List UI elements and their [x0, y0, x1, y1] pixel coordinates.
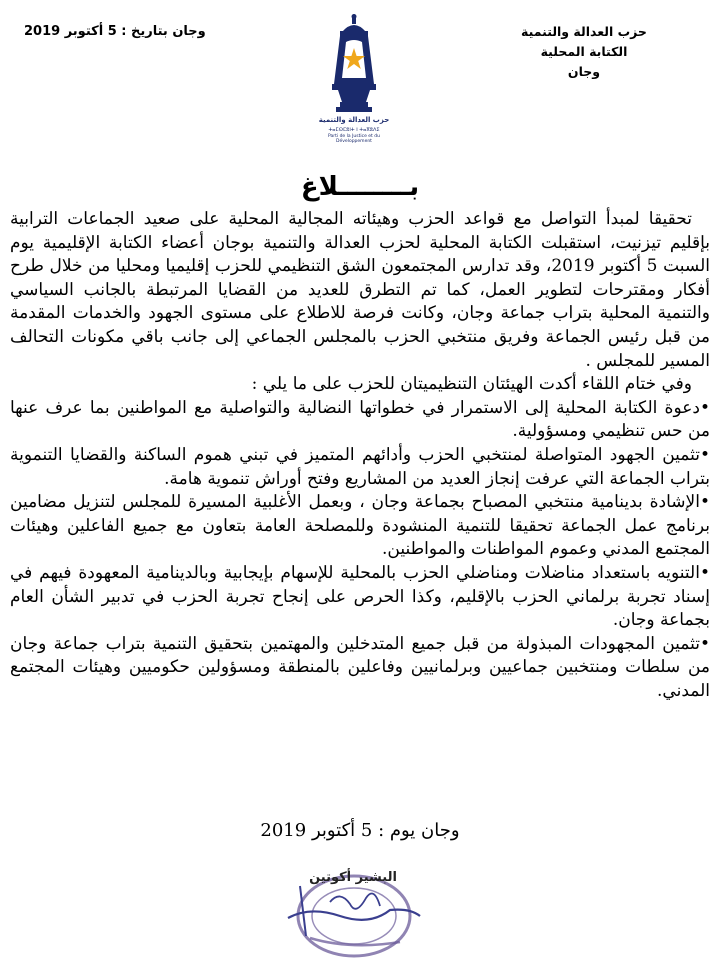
- document-title: بــــــــلاغ: [300, 172, 420, 202]
- logo-french-name: Parti de la Justice et du Développement: [328, 134, 380, 144]
- intro-paragraph: تحقيقا لمبدأ التواصل مع قواعد الحزب وهيئاته المجالية المحلية على صعيد الجماعات الترابية بإقليم تيزنيت، استقبلت الكتابة المحلية لحزب العدالة والتنمية بوجان أعضاء الكتابة الإقليمية يوم السبت 5 أكتوبر 2019، وقد تدارس المجتمعون الشق التنظيمي للحزب إقليميا ومحليا من خلال طرح أفكار ومقترحات لتطوير العمل، كما تم التطرق للعديد من القضايا المرتبطة بالجانب السياسي والتنمية المحلية بتراب جماعة وجان، وكانت فرصة للاطلاع على مستوى الجهود والخدمات المقدمة من قبل رئيس الجماعة وفريق منتخبي الحزب بالمجلس الجماعي إلى جانب باقي مكونات التحالف المسير للمجلس .: [10, 209, 710, 371]
- document-body: [10, 208, 710, 703]
- closing-date: وجان يوم : 5 أكتوبر 2019: [260, 820, 460, 841]
- party-logo: [316, 14, 392, 142]
- header-party-name: حزب العدالة والتنمية: [521, 24, 647, 39]
- header-office: الكتابة المحلية: [540, 44, 628, 59]
- lantern-icon: [316, 14, 392, 116]
- header-city: وجان: [567, 64, 601, 79]
- point-item: •دعوة الكتابة المحلية إلى الاستمرار في خطواتها النضالية والتواصلية مع المواطنين بما عرف عنها من حس تنظيمي ومسؤولية.: [10, 397, 710, 442]
- point-item: •تثمين الجهود المتواصلة لمنتخبي الحزب وأدائهم المتميز في تبني هموم الساكنة والقضايا التنموية بتراب الجماعة التي عرفت إنجاز العديد من المشاريع وفتح أوراش تنموية هامة.: [10, 444, 710, 489]
- logo-arabic-name: حزب العدالة والتنمية: [318, 116, 390, 124]
- header-party-block: [484, 22, 684, 82]
- point-item: •التنويه باستعداد مناضلات ومناضلي الحزب بالمحلية للإسهام بإيجابية وبالدينامية المعهودة فيهم في إسناد تجربة برلماني الحزب بالإقليم، وكذا الحرص على إنجاح تجربة الحزب في تدبير الشأن العام بجماعة وجان.: [10, 562, 710, 631]
- header-date: وجان بتاريخ : 5 أكتوبر 2019: [24, 24, 206, 39]
- stamp-icon: [270, 846, 440, 960]
- signer-name: البشير أكوتين: [309, 870, 397, 885]
- conclusions-heading: وفي ختام اللقاء أكدت الهيئتان التنظيميتان للحزب على ما يلي :: [251, 374, 692, 395]
- point-item: •تثمين المجهودات المبذولة من قبل جميع المتدخلين والمهتمين بتحقيق التنمية بتراب جماعة وجان من سلطات ومنتخبين جماعيين وبرلمانيين وفاعلين بالمنطقة ومسؤولين حكوميين وهيئات المجتمع المدني.: [10, 633, 710, 701]
- point-item: •الإشادة بدينامية منتخبي المصباح بجماعة وجان ، وبعمل الأغلبية المسيرة للمجلس لتنزيل مضامين برنامج عمل الجماعة تحقيقا للتنمية المنشودة وللمصلحة العامة بتعاون مع جميع الفاعلين وهيئات المجتمع المدني وعموم المواطنات والمواطنين.: [10, 492, 710, 560]
- signature-block: [270, 846, 440, 960]
- logo-tifinagh-name: ⵜⴰⵎⵙⵎⵓⵏⵜ ⵏ ⵜⴰⴳⵓⴷⵉ: [328, 127, 380, 133]
